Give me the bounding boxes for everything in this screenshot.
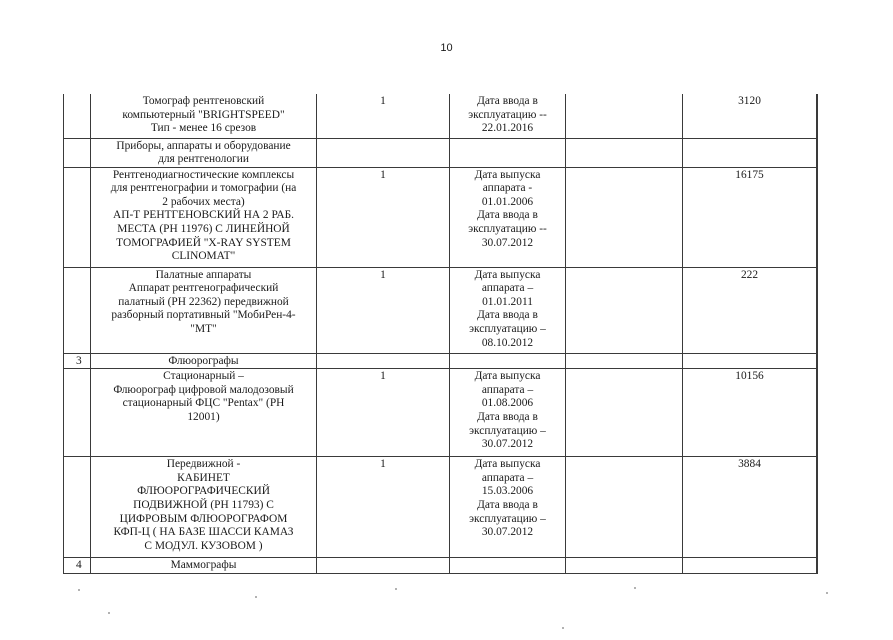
empty-cell: [817, 267, 818, 353]
scan-speck: [826, 592, 828, 594]
empty-cell: [566, 558, 683, 574]
empty-cell: [817, 94, 818, 138]
table-row: [64, 167, 818, 267]
row-number-cell: [64, 369, 91, 457]
dates-cell: Дата выпуска аппарата – 15.03.2006 Дата ввода в эксплуатацию – 30.07.2012: [450, 457, 566, 558]
table-row: [64, 353, 818, 369]
row-number-cell: [64, 167, 91, 267]
empty-cell: [566, 267, 683, 353]
equipment-table: [63, 94, 818, 574]
scan-speck: [634, 587, 636, 589]
dates-cell: Дата выпуска аппарата – 01.01.2011 Дата ввода в эксплуатацию – 08.10.2012: [450, 267, 566, 353]
value-cell: 10156: [683, 369, 817, 457]
quantity-cell: [317, 138, 450, 167]
equipment-name-cell: Палатные аппараты Аппарат рентгенографический палатный (РН 22362) передвижной разборный портативный "МобиРен-4- "МТ": [91, 267, 317, 353]
empty-cell: [566, 138, 683, 167]
row-number-cell: [64, 457, 91, 558]
equipment-name-cell: Томограф рентгеновский компьютерный "BRIGHTSPEED" Тип - менее 16 срезов: [91, 94, 317, 138]
row-number-cell: 3: [64, 353, 91, 369]
quantity-cell: [317, 353, 450, 369]
row-number-cell: [64, 138, 91, 167]
row-number-cell: [64, 94, 91, 138]
category-name-cell: Маммографы: [91, 558, 317, 574]
page-number: 10: [440, 42, 453, 54]
row-number-cell: 4: [64, 558, 91, 574]
scan-speck: [255, 596, 257, 598]
value-cell: 3120: [683, 94, 817, 138]
value-cell: [683, 138, 817, 167]
category-name-cell: Приборы, аппараты и оборудование для рентгенологии: [91, 138, 317, 167]
row-number-cell: [64, 267, 91, 353]
scan-speck: [562, 627, 564, 629]
empty-cell: [817, 167, 818, 267]
dates-cell: Дата выпуска аппарата – 01.08.2006 Дата ввода в эксплуатацию – 30.07.2012: [450, 369, 566, 457]
scan-speck: [108, 612, 110, 614]
dates-cell: [450, 353, 566, 369]
quantity-cell: 1: [317, 457, 450, 558]
empty-cell: [566, 94, 683, 138]
empty-cell: [817, 353, 818, 369]
empty-cell: [817, 457, 818, 558]
value-cell: 3884: [683, 457, 817, 558]
empty-cell: [817, 138, 818, 167]
table-row: [64, 138, 818, 167]
dates-cell: [450, 558, 566, 574]
value-cell: [683, 558, 817, 574]
quantity-cell: 1: [317, 267, 450, 353]
table-row: [64, 457, 818, 558]
value-cell: [683, 353, 817, 369]
table-row: [64, 267, 818, 353]
empty-cell: [817, 369, 818, 457]
empty-cell: [566, 353, 683, 369]
quantity-cell: 1: [317, 369, 450, 457]
category-name-cell: Флюорографы: [91, 353, 317, 369]
scan-speck: [395, 588, 397, 590]
quantity-cell: 1: [317, 94, 450, 138]
quantity-cell: 1: [317, 167, 450, 267]
value-cell: 222: [683, 267, 817, 353]
value-cell: 16175: [683, 167, 817, 267]
equipment-name-cell: Передвижной - КАБИНЕТ ФЛЮОРОГРАФИЧЕСКИЙ ПОДВИЖНОЙ (РН 11793) С ЦИФРОВЫМ ФЛЮОРОГРАФОМ КФП-Ц ( НА БАЗЕ ШАССИ КАМАЗ С МОДУЛ. КУЗОВОМ ): [91, 457, 317, 558]
table-row: [64, 558, 818, 574]
equipment-name-cell: Рентгенодиагностические комплексы для рентгенографии и томографии (на 2 рабочих места) АП-Т РЕНТГЕНОВСКИЙ НА 2 РАБ. МЕСТА (РН 11976) С ЛИНЕЙНОЙ ТОМОГРАФИЕЙ "X-RAY SYSTEM CLINOMAT": [91, 167, 317, 267]
equipment-name-cell: Стационарный – Флюорограф цифровой малодозовый стационарный ФЦС "Pentax" (РН 12001): [91, 369, 317, 457]
empty-cell: [566, 369, 683, 457]
table-row: [64, 94, 818, 138]
empty-cell: [566, 167, 683, 267]
dates-cell: Дата ввода в эксплуатацию -- 22.01.2016: [450, 94, 566, 138]
empty-cell: [566, 457, 683, 558]
scan-speck: [78, 589, 80, 591]
quantity-cell: [317, 558, 450, 574]
dates-cell: [450, 138, 566, 167]
table-row: [64, 369, 818, 457]
empty-cell: [817, 558, 818, 574]
dates-cell: Дата выпуска аппарата - 01.01.2006 Дата ввода в эксплуатацию -- 30.07.2012: [450, 167, 566, 267]
